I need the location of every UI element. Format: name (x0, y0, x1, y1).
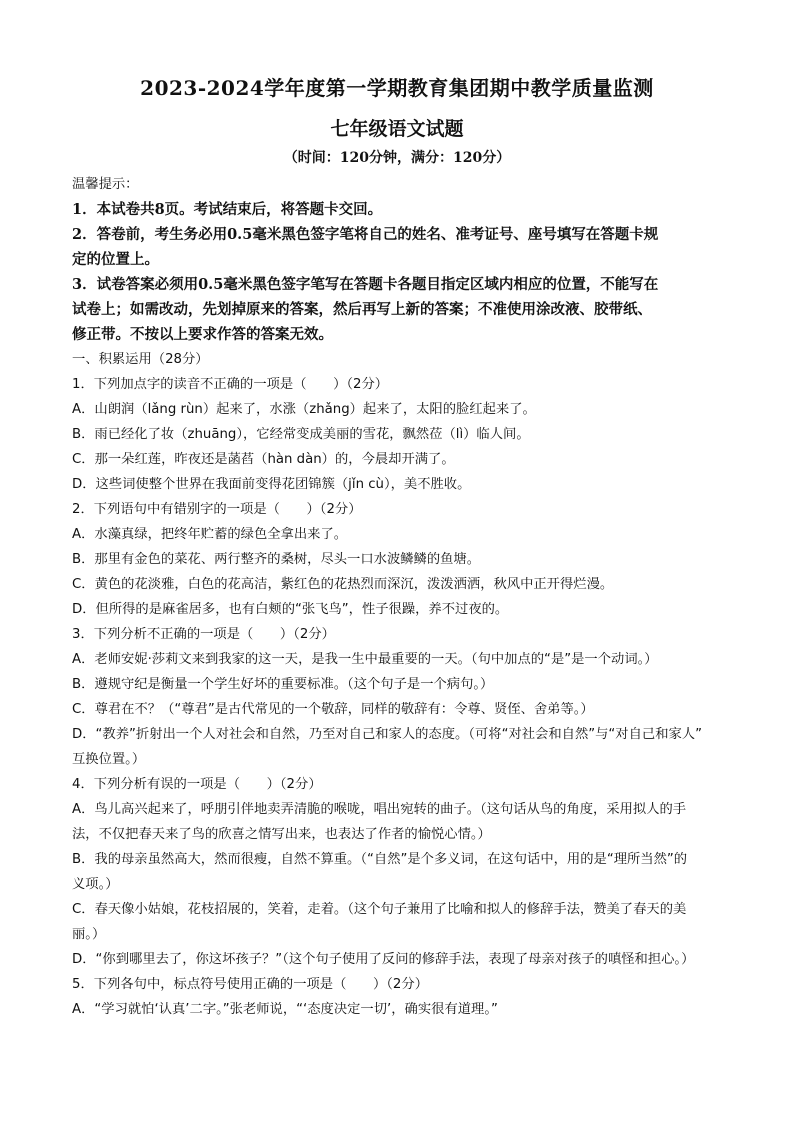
exam-subtitle: 七年级语文试题 (330, 118, 464, 140)
tip-line: 1．本试卷共8页。考试结束后，将答题卡交回。 (72, 201, 383, 218)
option-line: C．尊君在不？（“尊君”是古代常见的一个敬辞，同样的敬辞有：令尊、贤侄、舍弟等。） (72, 702, 594, 717)
question-line: 2．下列语句中有错别字的一项是（ ）（2分） (72, 502, 362, 517)
option-line: A．老师安妮·莎莉文来到我家的这一天，是我一生中最重要的一天。（句中加点的“是”是一个动词。） (72, 652, 658, 667)
option-line: B．遵规守纪是衡量一个学生好坏的重要标准。（这个句子是一个病句。） (72, 677, 494, 692)
question-line: 3．下列分析不正确的一项是（ ）（2分） (72, 627, 335, 642)
tip-line: 定的位置上。 (72, 251, 159, 268)
option-line: B．雨已经化了妆（zhuāng），它经常变成美丽的雪花，飘然莅（lì）临人间。 (72, 427, 530, 442)
tips-heading: 温馨提示： (72, 177, 139, 192)
option-line: D．“你到哪里去了，你这坏孩子？”（这个句子使用了反问的修辞手法，表现了母亲对孩子的嗔怪和担心。） (72, 952, 695, 967)
option-line: C．春天像小姑娘，花枝招展的，笑着，走着。（这个句子兼用了比喻和拟人的修辞手法，赞美了春天的美 (72, 902, 687, 917)
tip-line: 修正带。不按以上要求作答的答案无效。 (72, 326, 333, 343)
exam-title: 2023-2024学年度第一学期教育集团期中教学质量监测 (140, 76, 654, 100)
option-line: A．水藻真绿，把终年贮蓄的绿色全拿出来了。 (72, 527, 348, 542)
option-line: D．“教养”折射出一个人对社会和自然，乃至对自己和家人的态度。（可将“对社会和自然”与“对自己和家人” (72, 727, 702, 742)
option-line: 义项。） (72, 877, 119, 892)
option-line: A．山朗润（lǎng rùn）起来了，水涨（zhǎng）起来了，太阳的脸红起来了。 (72, 402, 536, 417)
option-line: A．“学习就怕‘认真’二字。”张老师说，“‘态度决定一切’，确实很有道理。” (72, 1002, 498, 1017)
section-heading: 一、积累运用（28分） (72, 352, 209, 367)
option-line: D．但所得的是麻雀居多，也有白颊的“张飞鸟”，性子很躁，养不过夜的。 (72, 602, 509, 617)
option-line: 互换位置。） (72, 752, 146, 767)
option-line: C．那一朵红莲，昨夜还是菡萏（hàn dàn）的，今晨却开满了。 (72, 452, 455, 467)
question-line: 5．下列各句中，标点符号使用正确的一项是（ ）（2分） (72, 977, 428, 992)
question-line: 1．下列加点字的读音不正确的一项是（ ）（2分） (72, 377, 389, 392)
tip-line: 2．答卷前，考生务必用0.5毫米黑色签字笔将自己的姓名、准考证号、座号填写在答题卡规 (72, 226, 659, 243)
option-line: B．那里有金色的菜花、两行整齐的桑树，尽头一口水波鳞鳞的鱼塘。 (72, 552, 481, 567)
option-line: 丽。） (72, 927, 106, 942)
tip-line: 3．试卷答案必须用0.5毫米黑色签字笔写在答题卡各题目指定区域内相应的位置，不能写在 (72, 276, 659, 293)
option-line: A．鸟儿高兴起来了，呼朋引伴地卖弄清脆的喉咙，唱出宛转的曲子。（这句话从鸟的角度，采用拟人的手 (72, 802, 687, 817)
exam-content (72, 172, 724, 1022)
question-line: 4．下列分析有误的一项是（ ）（2分） (72, 777, 322, 792)
option-line: 法，不仅把春天来了鸟的欣喜之情写出来，也表达了作者的愉悦心情。） (72, 827, 491, 842)
exam-time-score: （时间：120分钟，满分：120分） (283, 150, 511, 166)
tip-line: 试卷上；如需改动，先划掉原来的答案，然后再写上新的答案；不准使用涂改液、胶带纸、 (72, 301, 652, 318)
option-line: C．黄色的花淡雅，白色的花高洁，紫红色的花热烈而深沉，泼泼洒洒，秋风中正开得烂漫。 (72, 577, 614, 592)
option-line: D．这些词使整个世界在我面前变得花团锦簇（jǐn cù），美不胜收。 (72, 477, 471, 492)
option-line: B．我的母亲虽然高大，然而很瘦，自然不算重。（“自然”是个多义词，在这句话中，用的是“理所当然”的 (72, 852, 688, 867)
